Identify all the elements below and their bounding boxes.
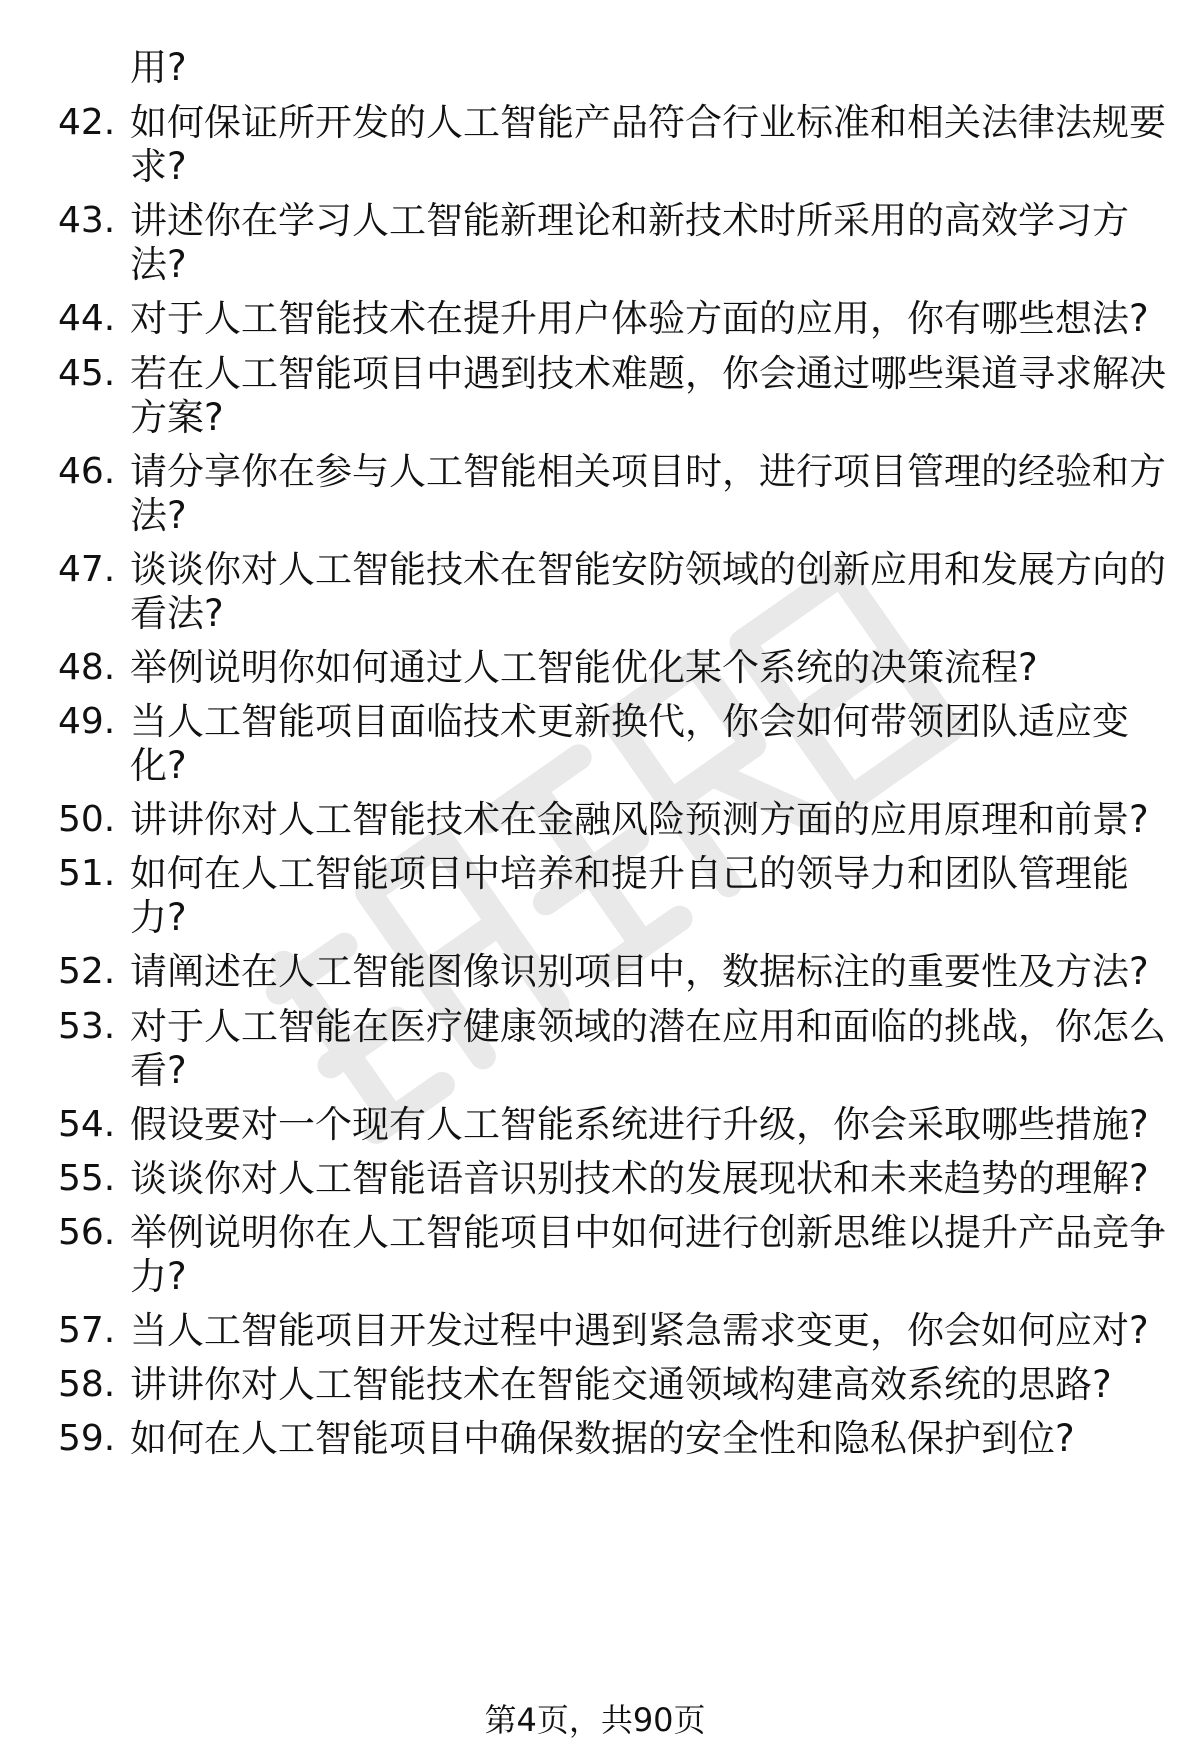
question-text-line: 看? xyxy=(130,1049,187,1092)
question-text-line: 若在人工智能项目中遇到技术难题，你会通过哪些渠道寻求解决 xyxy=(130,352,1166,395)
question-text-line: 请阐述在人工智能图像识别项目中，数据标注的重要性及方法? xyxy=(130,950,1149,993)
question-text-line: 假设要对一个现有人工智能系统进行升级，你会采取哪些措施? xyxy=(130,1103,1149,1146)
question-text-line: 看法? xyxy=(130,592,224,635)
question-text-line: 化? xyxy=(130,744,187,787)
question-text-line: 方案? xyxy=(130,396,224,439)
question-number: 43. xyxy=(58,200,116,241)
question-text-line: 举例说明你在人工智能项目中如何进行创新思维以提升产品竞争 xyxy=(130,1211,1166,1254)
question-text-line: 讲讲你对人工智能技术在金融风险预测方面的应用原理和前景? xyxy=(130,798,1149,841)
question-number: 55. xyxy=(58,1158,116,1199)
question-number: 42. xyxy=(58,102,116,143)
question-text-line: 请分享你在参与人工智能相关项目时，进行项目管理的经验和方 xyxy=(130,450,1166,493)
question-text-line: 对于人工智能技术在提升用户体验方面的应用，你有哪些想法? xyxy=(130,297,1149,340)
question-text-line: 对于人工智能在医疗健康领域的潜在应用和面临的挑战，你怎么 xyxy=(130,1005,1166,1048)
question-text-line: 法? xyxy=(130,243,187,286)
question-number: 48. xyxy=(58,647,116,688)
page-number-footer: 第4页，共90页 xyxy=(484,1701,706,1739)
question-number: 56. xyxy=(58,1212,116,1253)
question-number: 49. xyxy=(58,701,116,742)
question-text-line: 当人工智能项目开发过程中遇到紧急需求变更，你会如何应对? xyxy=(130,1309,1149,1352)
question-number: 54. xyxy=(58,1104,116,1145)
question-text-line: 力? xyxy=(130,896,187,939)
question-number: 53. xyxy=(58,1006,116,1047)
question-number: 46. xyxy=(58,451,116,492)
question-text-line: 法? xyxy=(130,494,187,537)
question-text-line: 如何在人工智能项目中培养和提升自己的领导力和团队管理能 xyxy=(130,852,1129,895)
question-number: 45. xyxy=(58,353,116,394)
question-text-line: 讲讲你对人工智能技术在智能交通领域构建高效系统的思路? xyxy=(130,1363,1112,1406)
question-number: 51. xyxy=(58,853,116,894)
question-number: 44. xyxy=(58,298,116,339)
question-number: 50. xyxy=(58,799,116,840)
question-text-line: 讲述你在学习人工智能新理论和新技术时所采用的高效学习方 xyxy=(130,199,1129,242)
question-text-line: 当人工智能项目面临技术更新换代，你会如何带领团队适应变 xyxy=(130,700,1129,743)
question-number: 58. xyxy=(58,1364,116,1405)
question-text-line: 如何保证所开发的人工智能产品符合行业标准和相关法律法规要 xyxy=(130,101,1166,144)
question-number: 57. xyxy=(58,1310,116,1351)
question-text-line: 如何在人工智能项目中确保数据的安全性和隐私保护到位? xyxy=(130,1417,1075,1460)
question-text-line: 求? xyxy=(130,145,187,188)
question-text-line: 力? xyxy=(130,1255,187,1298)
question-number: 59. xyxy=(58,1418,116,1459)
question-number: 47. xyxy=(58,549,116,590)
question-text-line: 谈谈你对人工智能语音识别技术的发展现状和未来趋势的理解? xyxy=(130,1157,1149,1200)
continuation-text: 用? xyxy=(130,46,187,89)
question-number: 52. xyxy=(58,951,116,992)
question-text-line: 举例说明你如何通过人工智能优化某个系统的决策流程? xyxy=(130,646,1038,689)
question-text-line: 谈谈你对人工智能技术在智能安防领域的创新应用和发展方向的 xyxy=(130,548,1166,591)
